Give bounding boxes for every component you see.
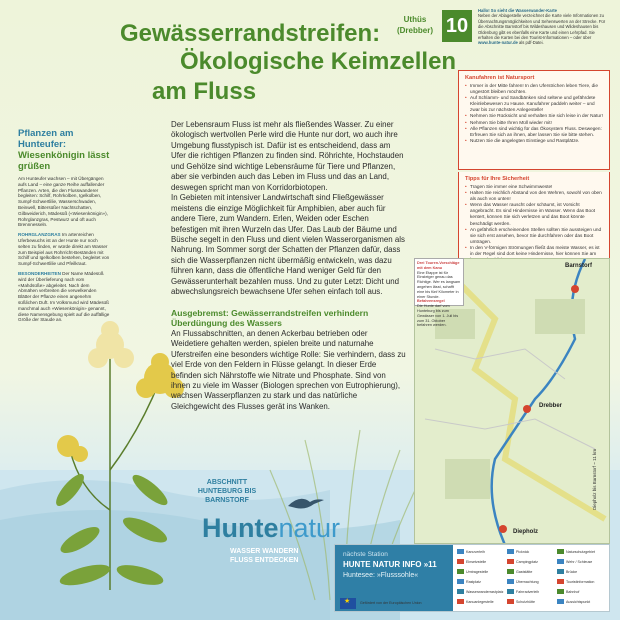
section-label-line2: HUNTEBURG BIS	[197, 488, 257, 495]
keyword-besonderheiten: BESONDERHEITEN	[18, 270, 61, 276]
plants-heading-sub: Wiesenkönigin lässt grüßen	[18, 150, 110, 172]
legend-item	[457, 579, 481, 584]
map-scale-text: Diepholz bis Barnstorf ~ 11 km	[592, 448, 597, 510]
legend-label: Kanuverleih	[466, 549, 485, 554]
tour-suggestions-inset	[414, 258, 464, 328]
legend-item	[507, 589, 539, 594]
top-note-link-suffix: als pdf-Datei.	[519, 40, 544, 46]
legend-item	[457, 599, 494, 604]
tour-inset-note-label: Befahrensregel	[417, 299, 445, 304]
map-label-barnstorf: Barnstorf	[565, 263, 593, 269]
plants-body2	[18, 232, 110, 267]
next-station-subtitle: Huntesee: »Flusssohle«	[343, 572, 419, 579]
plants-heading-line2: Hunteufer:	[18, 139, 67, 150]
legend-item	[507, 559, 538, 564]
map-legend	[457, 549, 607, 609]
legend-label: Gaststätte	[516, 569, 533, 574]
tour-inset-note: Die Hunte darf vom Hunteburg bis zum Gewässer von 1. Juli bis zum 31. Oktober befahren werden.	[417, 304, 459, 328]
page-title-line2: Ökologische Keimzellen	[180, 48, 457, 75]
legend-label: Bahnhof	[566, 589, 580, 594]
legend-item	[507, 549, 529, 554]
legend-label: Campingplatz	[516, 559, 538, 564]
list-item: • Wenn das Wasser rauscht oder schäumt, ist Vorsicht angebracht. Es sind Hindernisse im Wasser. Wenn das Boot kentert, können Sie sich verletzen und das Boot könnte beschädigt werden.	[465, 202, 603, 226]
brand-natur: natur	[278, 513, 341, 543]
section-label-line3: BARNSTORF	[205, 497, 249, 504]
plants-body3-text: Der Name Mädesüß wird der Überlieferung nach vom «Mahdsüße» abgeleitet. Nach dem Abmähen verbreiten die verwelkenden Blätter der Pflanze einen angenehm süßlichen Duft. Im Volksmund wird Mädesüß manchmal auch «Wiesenkönigin» genannt, diese Namensgebung spielt auf die auffällige Größe der Staude an.	[18, 270, 110, 323]
legend-label: Touristinformation	[566, 579, 595, 584]
list-item: • In den V-förmigen Strömungen fließt das meiste Wasser, es ist in der Regel sind dort keine Hindernisse, hier können Sie am	[465, 245, 603, 263]
main-paragraph3: An Flussabschnitten, an denen Ackerbau betrieben oder Weidetiere gehalten werden, spielen breite und naturnahe Uferstreifen eine besonders wichtige Rolle: Sie verhindern, dass zu viel Erde von den Feldern in Flüsse gelangt. In dieser Erde befinden sich Nährstoffe wie Nitrate und Phosphate. Sind von ihnen zu viele im Wasser (Biologen sprechen von Eutrophierung), wachsen Wasserpflanzen zu stark und das natürliche Gleichgewicht des Flusses gerät ins Wanken.	[171, 328, 406, 411]
tour-inset-title: Drei Touren-Vorschläge mit dem Kanu	[417, 261, 460, 270]
brand-tagline	[230, 548, 340, 565]
brand-wordmark	[202, 514, 340, 542]
legend-item	[557, 599, 590, 604]
legend-label: Wasserwanderrastplatz	[466, 589, 504, 594]
plants-body: Am Hunteufer wachsen – mit Übergängen aufs Land – eine ganze Reihe auffallender Pflanzen. Arten, die den Flusswanderer begleiten: Schilf, Rohrkolben, Igelkolben, Sumpf-Schwertlilie, Wasserschwaden, Beinwell, Bittersüßer Nachtschatten, Gilbweiderich, Mädesüß («Wiesenkönigin»), Rohrglanzgras, Pestwurz und oft auch Brennnesseln.	[18, 176, 108, 228]
main-paragraph1: Der Lebensraum Fluss ist mehr als fließendes Wasser. Zu einer ökologisch wertvollen Perle wird die Hunte nur dort, wo auch ihre Umgebung flusstypisch ist. Dafür ist es entscheidend, dass am Ufer die richtigen Pflanzen zu finden sind. Röhrichte, Hochstauden und Gehölze sind wichtige Lebensräume für Tiere und Pflanzen, aber sie verbinden auch das Leben im Fluss und das an Land, deswegen spricht man von Korridorbiotopen.	[171, 120, 404, 192]
page-title-line3: am Fluss	[152, 78, 257, 105]
legend-label: Rastplatz	[466, 579, 481, 584]
legend-label: Übernachtung	[516, 579, 539, 584]
safety-tips-list	[465, 184, 603, 269]
map-label-diepholz: Diepholz	[513, 529, 538, 535]
top-note-body: Neben der Ablagestelle verzeichnet die Karte viele Informationen zu Übernachtungsmöglichkeiten und Sehenswerten an der Strecke. Für die Abschnitte Barnstorf bis Wildeshausen und Wildeshausen bis Oldenburg gibt es ebenfalls eine Karte und einen Lehrpfad. Sie erhalten die Karten bei den Tourist-Informationen – oder über	[478, 13, 606, 41]
legend-item	[557, 549, 595, 554]
list-item: • Nehmen Sie bitte Ihren Müll wieder mit!	[465, 120, 603, 126]
list-item: • Nehmen Sie Rücksicht und verhalten Sie sich leise in der Natur!	[465, 113, 603, 119]
list-item: • Tragen Sie immer eine Schwimmweste!	[465, 184, 603, 190]
heron-icon	[286, 490, 326, 514]
list-item: • An gefährlich erscheinenden Stellen sollten Sie aussteigen und sie sich erst ansehen, bevor Sie durchfahren oder das Boot umtragen.	[465, 227, 603, 245]
plants-section	[18, 128, 110, 323]
list-item: • Alle Pflanzen sind wichtig für das Ökosystem Fluss. Deswegen: Erfreuen Sie sich an ihnen, aber lassen Sie sie bitte stehen.	[465, 126, 603, 138]
tagline-line1: WASSER WANDERN	[230, 548, 299, 555]
plants-body2-text: Im artenreichen Uferbewuchs ist an der Hunte nur noch selten zu finden, er würde direkt am Wasser zum Beispiel aus Rohrricht-Beständen mit Schilf und Igelkolben bestehen, begleitet von Sumpf-Schwertlilie und Pfeilkraut.	[18, 232, 110, 267]
station-location: Uthüs (Drebber)	[396, 15, 433, 35]
legend-label: Schutzhütte	[516, 599, 535, 604]
brand-hunte: Hunte	[202, 513, 279, 543]
legend-label: Einsetzstelle	[466, 559, 487, 564]
plants-body3	[18, 271, 110, 323]
canoe-rules-list	[465, 83, 603, 144]
next-station-title: HUNTE NATUR INFO »11	[343, 560, 437, 569]
eu-funding-text: Gefördert von der Europäischen Union	[360, 601, 422, 605]
legend-item	[507, 599, 535, 604]
top-note-link[interactable]: www.hunte-natur.de	[478, 40, 518, 46]
legend-item	[557, 579, 594, 584]
legend-item	[507, 569, 532, 574]
top-note	[478, 8, 608, 70]
list-item: • Halten Sie reichlich Abstand von den Wehren, sowohl von oben als auch von unten!	[465, 190, 603, 202]
legend-item	[557, 569, 577, 574]
legend-label: Umtragestelle	[466, 569, 489, 574]
legend-item	[457, 569, 488, 574]
station-number-badge: 10	[442, 10, 472, 42]
legend-item	[457, 589, 503, 594]
list-item: • Immer in der Mitte fahren! In den Uferstrichen leben Tiere, die ungestört bleiben möchten.	[465, 83, 603, 95]
tagline-line2: FLUSS ENTDECKEN	[230, 556, 299, 564]
list-item: • Auf Schlamm- und Sandbänken sind seltene und gefährdete Kleinlebewesen zu Hause. Kanufahrer paddeln weiter – und zwar bis zur nächsten Anlegestelle!	[465, 95, 603, 113]
safety-tips-box	[458, 172, 610, 268]
legend-item	[507, 579, 539, 584]
canoe-rules-title: Kanufahren ist Natursport	[465, 75, 535, 81]
safety-tips-title: Tipps für Ihre Sicherheit	[465, 176, 530, 182]
legend-label: Naturschutzgebiet	[566, 549, 595, 554]
legend-label: Picknick	[516, 549, 530, 554]
legend-item	[557, 589, 579, 594]
section-label-line1: ABSCHNITT	[206, 479, 248, 486]
eu-flag-icon	[340, 598, 356, 609]
keyword-rohrglanzgras: ROHRGLANZGRAS	[18, 232, 61, 238]
legend-label: Wehr / Schleuse	[566, 559, 593, 564]
plants-heading-line1: Pflanzen am	[18, 128, 74, 139]
main-paragraph2: In Gebieten mit intensiver Landwirtschaft sind Fließgewässer meistens die einzige Möglichkeit für Amphibien, aber auch für andere Tiere, zum Wandern. Erlen, Weiden oder Eschen befestigen mit ihren Wurzeln das Ufer. Das Laub der Bäume und Büsche segelt in den Fluss und dient vielen Wasserorganismen als Nahrung. Im Sommer sorgt der Schatten der Pflanzen dafür, dass sich die Wasserpflanzen nicht übermäßig entwickeln, was dazu führen kann, dass die öffentliche Hand weniger Geld für den Gewässerunterhalt bezahlen muss. Und zu guter Letzt: Dicht und abwechslungsreich bewachsene Ufer sehen einfach toll aus.	[171, 193, 405, 297]
next-station-label: nächste Station	[343, 551, 388, 558]
legend-label: Aussichtspunkt	[566, 599, 591, 604]
section-label	[172, 478, 282, 505]
tour-inset-body: Eine Etappe ist für Einsteiger genau das Richtige. Wer es langsam angehen lässt, schafft eine bis fünf Kilometer in einer Stunde.	[417, 270, 461, 299]
legend-label: Kanuanlegestelle	[466, 599, 494, 604]
legend-label: Brücke	[566, 569, 578, 574]
main-subheading: Ausgebremst: Gewässerrandstreifen verhindern Überdüngung des Wassers	[171, 307, 369, 329]
plants-heading	[18, 128, 110, 172]
legend-label: Fahrradverleih	[516, 589, 540, 594]
top-note-title: Hallo! So sieht die Wasserwander-Karte	[478, 8, 557, 13]
canoe-rules-box	[458, 70, 610, 170]
legend-item	[457, 549, 485, 554]
legend-item	[457, 559, 486, 564]
list-item: • Nutzen Sie die angelegten Einstiege und Rastplätze.	[465, 138, 603, 144]
eu-funding-bar	[334, 594, 452, 612]
legend-item	[557, 559, 592, 564]
main-text	[171, 120, 407, 412]
map-label-drebber: Drebber	[539, 403, 563, 409]
page-title-line1: Gewässerrandstreifen:	[120, 20, 381, 47]
